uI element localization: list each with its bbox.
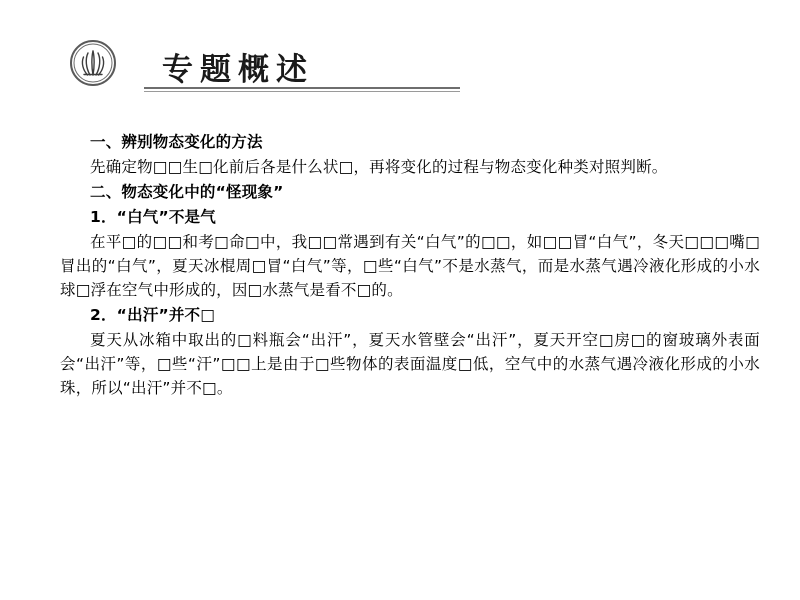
header-divider: [144, 87, 460, 89]
item-2-heading: 2．“出汗”并不□: [90, 306, 216, 324]
slide-header: [70, 38, 470, 90]
section-two-heading: 二、物态变化中的“怪现象”: [90, 183, 284, 201]
section-one-heading: 一、辨别物态变化的方法: [90, 133, 263, 151]
item-1-heading: 1．“白气”不是气: [90, 208, 216, 226]
item-2-body: 夏天从冰箱中取出的□料瓶会“出汗”，夏天水管壁会“出汗”，夏天开空□房□的窗玻璃外表面会“出汗”等，□些“汗”□□上是由于□些物体的表面温度□低，空气中的水蒸气遇冷液化形成的小水珠，所以“出汗”并不□。: [60, 331, 760, 397]
section-one-body: 先确定物□□生□化前后各是什么状□，再将变化的过程与物态变化种类对照判断。: [90, 158, 668, 176]
item-1-body: 在平□的□□和考□命□中，我□□常遇到有关“白气”的□□，如□□冒“白气”，冬天□□□嘴□冒出的“白气”，夏天冰棍周□冒“白气”等，□些“白气”不是水蒸气，而是水蒸气遇冷液化形成的小水球□浮在空气中形成的，因□水蒸气是看不□的。: [60, 233, 760, 299]
page-title: 专题概述: [162, 52, 314, 88]
slide-body: [60, 130, 760, 401]
lotus-emblem-icon: [70, 40, 116, 86]
header-divider-thin: [144, 91, 460, 92]
